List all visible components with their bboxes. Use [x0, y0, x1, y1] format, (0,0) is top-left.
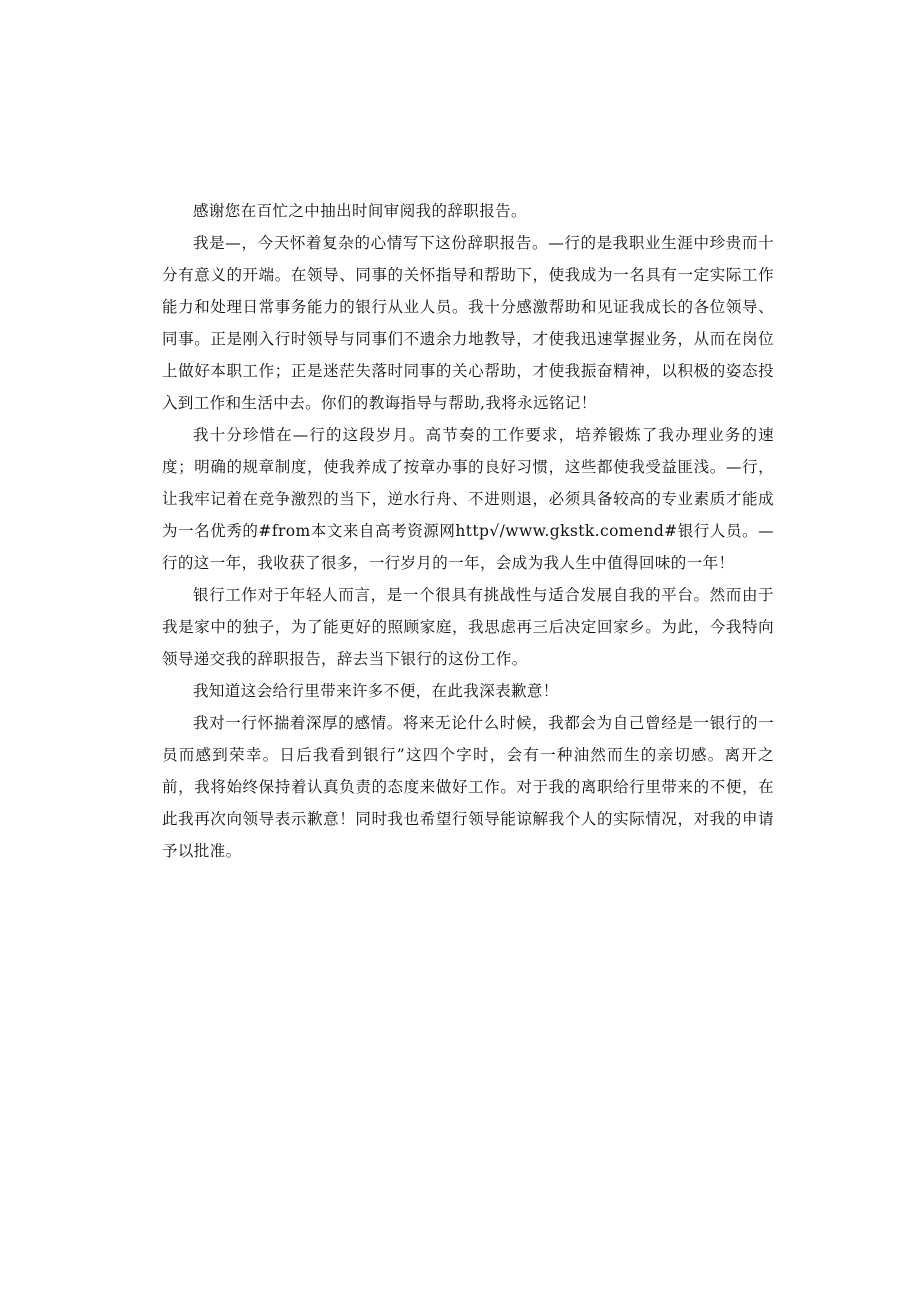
paragraph-experience: 我十分珍惜在—行的这段岁月。高节奏的工作要求，培养锻炼了我办理业务的速度；明确的规章制度，使我养成了按章办事的良好习惯，这些都使我受益匪浅。—行，让我牢记着在竞争激烈的当下，逆水行舟、不进则退，必须具备较高的专业素质才能成为一名优秀的#from本文来自高考资源网http√/www.gkstk.comend#银行人员。—行的这一年，我收获了很多，一行岁月的一年，会成为我人生中值得回味的一年！	[162, 426, 774, 572]
paragraph-reason: 银行工作对于年轻人而言，是一个很具有挑战性与适合发展自我的平台。然而由于我是家中的独子，为了能更好的照顾家庭，我思虑再三后决定回家乡。为此，今我特向领导递交我的辞职报告，辞去当下银行的这份工作。	[162, 586, 774, 668]
paragraph-closing: 我对一行怀揣着深厚的感情。将来无论什么时候，我都会为自己曾经是一银行的一员而感到荣幸。日后我看到银行”这四个字时，会有一种油然而生的亲切感。离开之前，我将始终保持着认真负责的态度来做好工作。对于我的离职给行里带来的不便，在此我再次向领导表示歉意！同时我也希望行领导能谅解我个人的实际情况，对我的申请予以批准。	[162, 714, 774, 860]
paragraph-apology: 我知道这会给行里带来许多不便，在此我深表歉意！	[193, 682, 559, 700]
letter-body	[162, 195, 774, 867]
paragraph-opening: 感谢您在百忙之中抽出时间审阅我的辞职报告。	[193, 202, 527, 220]
paragraph-gratitude: 我是—，今天怀着复杂的心情写下这份辞职报告。—行的是我职业生涯中珍贵而十分有意义的开端。在领导、同事的关怀指导和帮助下，使我成为一名具有一定实际工作能力和处理日常事务能力的银行从业人员。我十分感激帮助和见证我成长的各位领导、同事。正是刚入行时领导与同事们不遗余力地教导，才使我迅速掌握业务，从而在岗位上做好本职工作；正是迷茫失落时同事的关心帮助，才使我振奋精神，以积极的姿态投入到工作和生活中去。你们的教诲指导与帮助,我将永远铭记！	[162, 234, 774, 412]
